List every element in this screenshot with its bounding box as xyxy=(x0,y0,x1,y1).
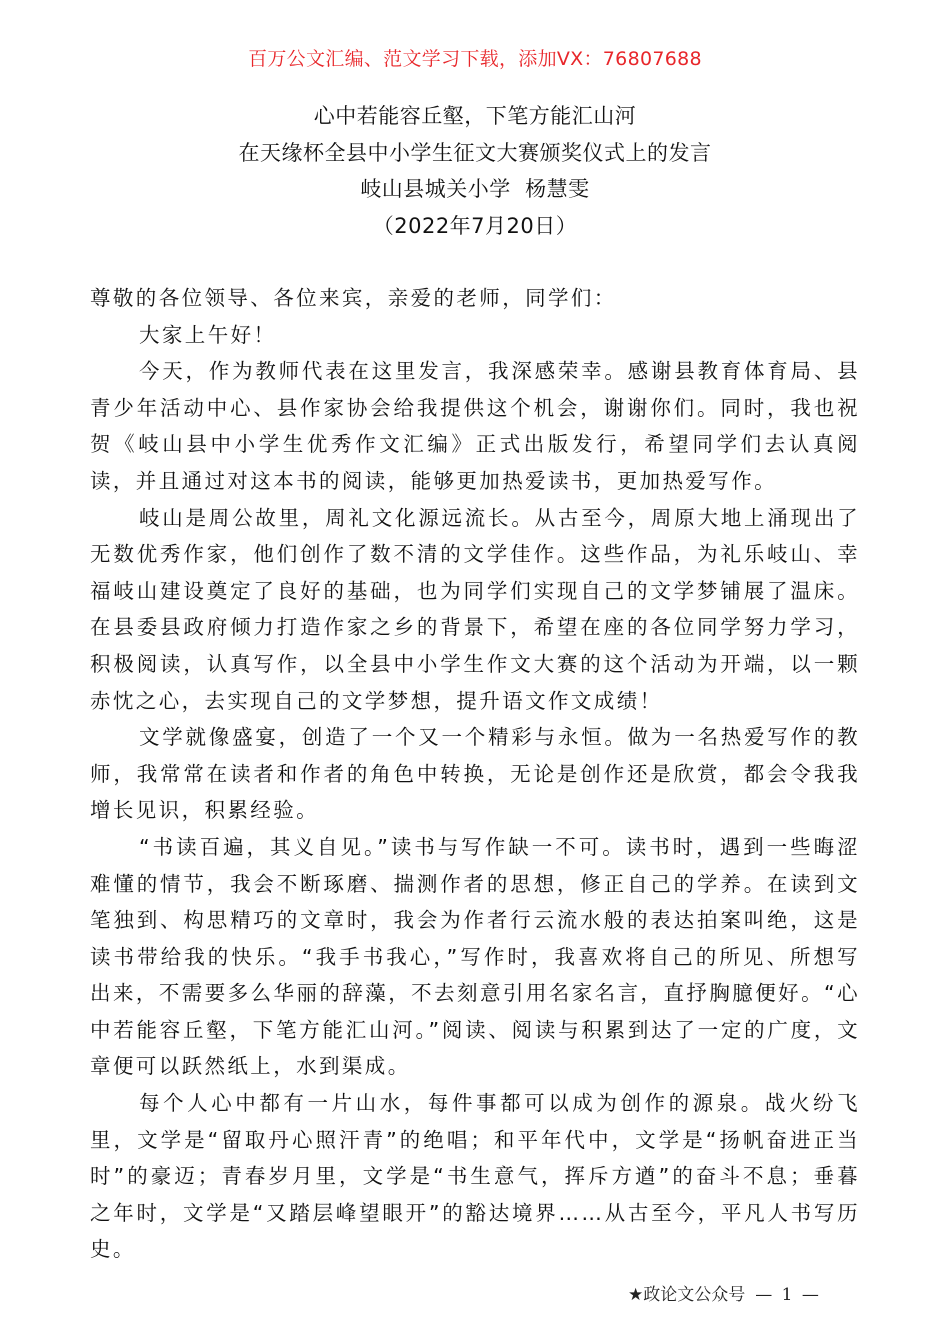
paragraph: 大家上午好！ xyxy=(139,322,277,347)
footer-source: ★政论文公众号 xyxy=(628,1285,746,1305)
author-line: 岐山县城关小学 杨慧雯 xyxy=(360,177,590,201)
date-line: （2022年7月20日） xyxy=(372,213,578,238)
paragraph: 每个人心中都有一片山水，每件事都可以成为创作的源泉。战火纷飞里，文学是“留取丹心照汗青”的绝唱；和平年代中，文学是“扬帆奋进正当时”的豪迈；青春岁月里，文学是“书生意气，挥斥方遒”的奋斗不息；垂暮之年时，文学是“又踏层峰望眼开”的豁达境界……从古至今，平凡人书写历史。 xyxy=(90,1091,860,1262)
salutation: 尊敬的各位领导、各位来宾，亲爱的老师，同学们： xyxy=(90,286,617,310)
document-subtitle: 在天缘杯全县中小学生征文大赛颁奖仪式上的发言 xyxy=(238,140,712,165)
paragraph: 岐山是周公故里，周礼文化源远流长。从古至今，周原大地上涌现出了无数优秀作家，他们创作了数不清的文学佳作。这些作品，为礼乐岐山、幸福岐山建设奠定了良好的基础，也为同学们实现自己的文学梦铺展了温床。在县委县政府倾力打造作家之乡的背景下，希望在座的各位同学努力学习，积极阅读，认真写作，以全县中小学生作文大赛的这个活动为开端，以一颗赤忱之心，去实现自己的文学梦想，提升语文作文成绩！ xyxy=(90,505,860,713)
page-number: — 1 — xyxy=(755,1285,821,1305)
download-banner: 百万公文汇编、范文学习下载，添加VX：76807688 xyxy=(248,48,702,70)
document-body xyxy=(90,280,860,1268)
paragraph: 今天，作为教师代表在这里发言，我深感荣幸。感谢县教育体育局、县青少年活动中心、县作家协会给我提供这个机会，谢谢你们。同时，我也祝贺《岐山县中小学生优秀作文汇编》正式出版发行，希望同学们去认真阅读，并且通过对这本书的阅读，能够更加热爱读书，更加热爱写作。 xyxy=(90,359,860,493)
document-title: 心中若能容丘壑，下笔方能汇山河 xyxy=(313,104,637,128)
page-footer xyxy=(628,1283,821,1307)
document-header xyxy=(0,98,950,244)
paragraph: 文学就像盛宴，创造了一个又一个精彩与永恒。做为一名热爱写作的教师，我常常在读者和作者的角色中转换，无论是创作还是欣赏，都会令我我增长见识，积累经验。 xyxy=(90,725,860,823)
paragraph: “书读百遍，其义自见。”读书与写作缺一不可。读书时，遇到一些晦涩难懂的情节，我会不断琢磨、揣测作者的思想，修正自己的学养。在读到文笔独到、构思精巧的文章时，我会为作者行云流水般的表达拍案叫绝，这是读书带给我的快乐。“我手书我心，”写作时，我喜欢将自己的所见、所想写出来，不需要多么华丽的辞藻，不去刻意引用名家名言，直抒胸臆便好。“心中若能容丘壑，下笔方能汇山河。”阅读、阅读与积累到达了一定的广度，文章便可以跃然纸上，水到渠成。 xyxy=(90,834,860,1079)
